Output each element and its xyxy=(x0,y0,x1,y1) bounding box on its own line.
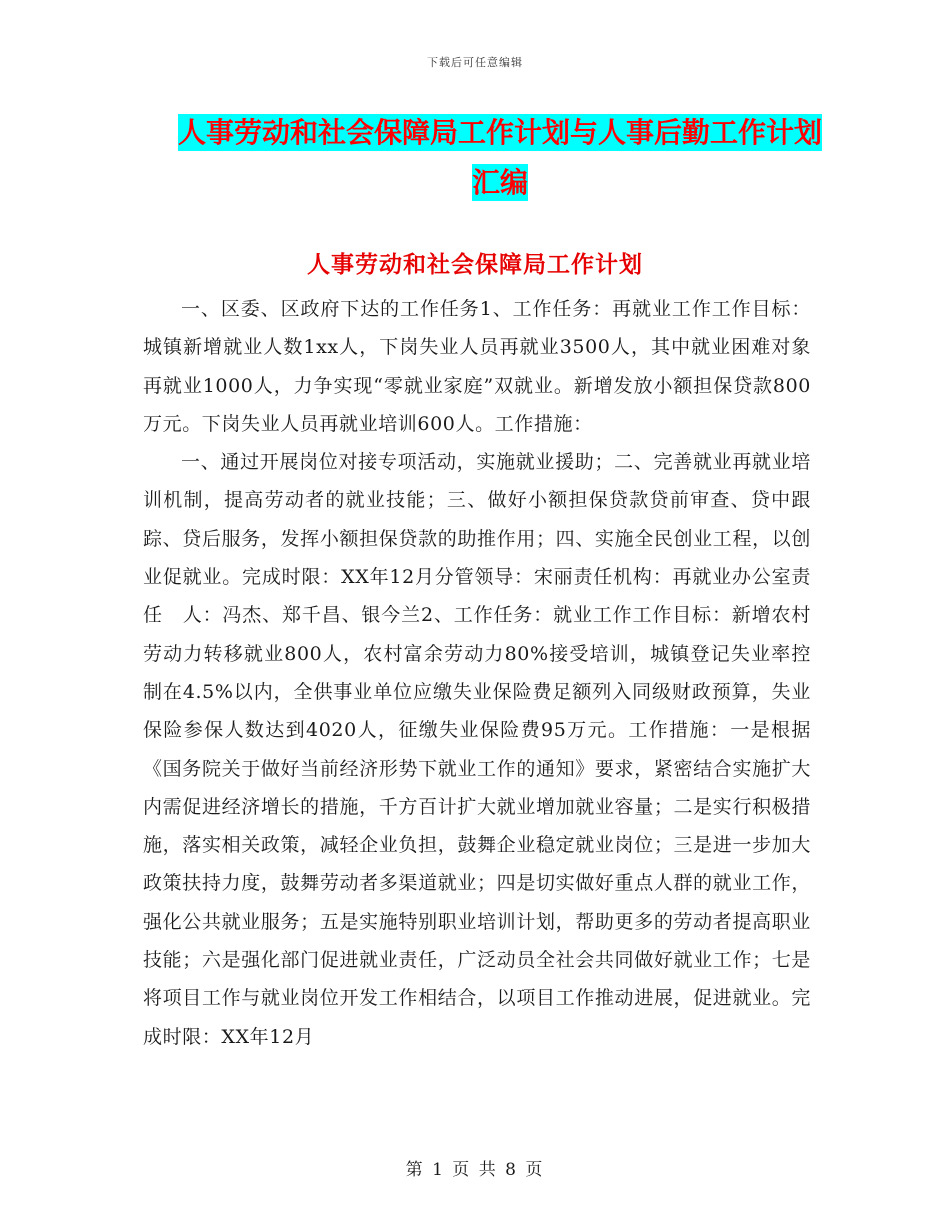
paragraph-2: 一、通过开展岗位对接专项活动，实施就业援助；二、完善就业再就业培训机制，提高劳动者的就业技能；三、做好小额担保贷款贷前审查、贷中跟踪、贷后服务，发挥小额担保贷款的助推作用；四、实施全民创业工程，以创业促就业。完成时限：XX年12月分管领导：宋丽责任机构：再就业办公室责 任 人：冯杰、郑千昌、银今兰2、工作任务：就业工作工作目标：新增农村劳动力转移就业800人，农村富余劳动力80%接受培训，城镇登记失业率控制在4.5%以内，全供事业单位应缴失业保险费足额列入同级财政预算，失业保险参保人数达到4020人，征缴失业保险费95万元。工作措施：一是根据《国务院关于做好当前经济形势下就业工作的通知》要求，紧密结合实施扩大内需促进经济增长的措施，千方百计扩大就业增加就业容量；二是实行积极措施，落实相关政策，减轻企业负担，鼓舞企业稳定就业岗位；三是进一步加大政策扶持力度，鼓舞劳动者多渠道就业；四是切实做好重点人群的就业工作，强化公共就业服务；五是实施特别职业培训计划，帮助更多的劳动者提高职业技能；六是强化部门促进就业责任，广泛动员全社会共同做好就业工作；七是将项目工作与就业岗位开发工作相结合，以项目工作推动进展，促进就业。完成时限：XX年12月 xyxy=(143,451,831,1048)
page-number: 第 1 页 共 8 页 xyxy=(405,1160,545,1180)
document-title-line-2: 汇编 xyxy=(471,166,528,199)
body-text xyxy=(143,290,831,1056)
section-title: 人事劳动和社会保障局工作计划 xyxy=(307,252,643,278)
document-title-line-1: 人事劳动和社会保障局工作计划与人事后勤工作计划 xyxy=(177,116,822,149)
document-title xyxy=(150,108,850,208)
header-note: 下载后可任意编辑 xyxy=(427,56,523,69)
paragraph-1: 一、区委、区政府下达的工作任务1、工作任务：再就业工作工作目标：城镇新增就业人数1xx人，下岗失业人员再就业3500人，其中就业困难对象再就业1000人，力争实现“零就业家庭”双就业。新增发放小额担保贷款800万元。下岗失业人员再就业培训600人。工作措施： xyxy=(143,298,811,435)
